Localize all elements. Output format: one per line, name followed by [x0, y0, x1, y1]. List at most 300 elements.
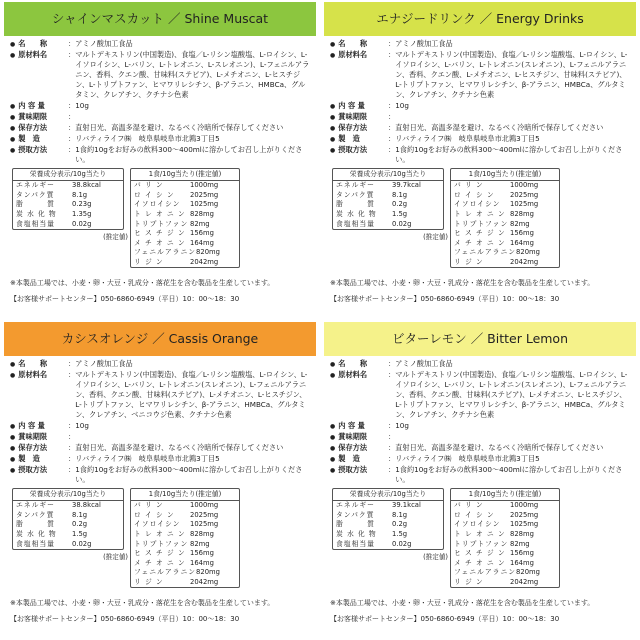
storage-label: ● 保存方法 — [10, 443, 68, 454]
row-value: 2025mg — [510, 190, 539, 199]
row-value: 828mg — [190, 529, 214, 538]
row-key: イソロイシン — [134, 520, 181, 529]
row-value: 2042mg — [510, 577, 539, 586]
nutrition-row — [13, 540, 123, 550]
ingredients-value: マルトデキストリン(中国製造)、食塩／L-リシン塩酸塩、L-ロイシン、L-イソロイシン、L-バリン、L-トレオニン(スレオニン)、L-フェニルアラニン、香料、クエン酸、L-メチオニン、L-ヒスチジン、甘味料(ステビア)、L-トリプトファン、ヒマワリレシチン、β-アラニン、HMBCa、グルタミン、クレアチン、クチナシ色素 — [395, 50, 628, 100]
storage-label: ● 保存方法 — [330, 443, 388, 454]
storage-row: ● 保存方法 ： 直射日光、高温多湿を避け、なるべく冷暗所で保存してください — [330, 443, 630, 454]
nutrition-table — [12, 168, 124, 230]
usage-row: ● 摂取方法 ： 1食約10gをお好みの飲料300～400mlに溶かしてお召し上がりください。 — [10, 465, 310, 485]
row-key: リ ジ ン — [134, 257, 164, 266]
row-key: 食塩相当量 — [16, 539, 55, 548]
nutrition-column — [12, 168, 130, 268]
nutrition-table — [332, 488, 444, 550]
nutrition-row — [13, 530, 123, 540]
row-value: 1.35g — [72, 209, 92, 218]
nutrition-table-header: 栄養成分表示/10g当たり — [333, 169, 443, 181]
row-key: ト レ オ ニ ン — [134, 529, 186, 538]
expiry-row: ● 賞味期限 ： — [330, 112, 630, 123]
usage-row: ● 摂取方法 ： 1食約10gをお好みの飲料300～400mlに溶かしてお召し上がりください。 — [330, 465, 630, 485]
name-row: ● 名 称 ： アミノ酸加工食品 — [10, 39, 310, 50]
row-key: フェニルアラニン — [134, 248, 197, 257]
row-key: ヒ ス チ ジ ン — [134, 229, 186, 238]
ingredients-row: ● 原材料名 ： マルトデキストリン(中国製造)、食塩／L-リシン塩酸塩、L-ロイシン、L-イソロイシン、L-バリン、L-トレオニン(スレオニン)、L-フェニルアラニン、香料、クエン酸、甘味料(ステビア)、L-メチオニン、L-ヒスチジン、L-トリプトファン、ヒマワリレシチン、β-アラニン、HMBCa、グルタミン、クレアチン、ベニコウジ色素、クチナシ色素 — [10, 370, 310, 420]
support-center: 【お客様サポートセンター】050-6860-6949（平日）10：00～18：30 — [10, 295, 240, 304]
row-value: 1000mg — [190, 501, 219, 510]
amino-acid-row — [131, 239, 239, 249]
row-key: イソロイシン — [454, 200, 501, 209]
row-value: 2042mg — [510, 257, 539, 266]
row-key: ロ イ シ ン — [134, 190, 175, 199]
usage-value: 1食約10gをお好みの飲料300～400mlに溶かしてお召し上がりください。 — [75, 144, 303, 165]
name-label: ● 名 称 — [330, 359, 388, 370]
row-key: ロ イ シ ン — [454, 510, 495, 519]
nutrition-row — [333, 530, 443, 540]
allergen-footnote: ※本製品工場では、小麦・卵・大豆・乳成分・落花生を含む製品を生産しています。 — [10, 279, 275, 288]
amino-acid-rows — [131, 501, 239, 587]
amino-acid-rows — [131, 181, 239, 267]
row-value: 82mg — [190, 539, 210, 548]
row-value: 164mg — [510, 558, 534, 567]
nutrition-row — [333, 200, 443, 210]
amino-acid-row — [131, 258, 239, 268]
row-key: イソロイシン — [134, 200, 181, 209]
usage-label: ● 摂取方法 — [10, 145, 68, 165]
support-center: 【お客様サポートセンター】050-6860-6949（平日）10：00～18：30 — [330, 615, 560, 624]
row-value: 1000mg — [510, 181, 539, 190]
row-key: トリプトファン — [134, 219, 189, 228]
row-value: 156mg — [190, 549, 214, 558]
row-value: 1000mg — [190, 181, 219, 190]
amino-acid-table — [450, 168, 560, 268]
row-key: タンパク質 — [336, 190, 375, 199]
row-value: 38.8kcal — [72, 501, 101, 510]
product-label-panel — [324, 322, 636, 634]
ingredients-value: マルトデキストリン(中国製造)、食塩／L-リシン塩酸塩、L-ロイシン、L-イソロイシン、L-バリン、L-トレオニン(スレオニン)、L-フェニルアラニン、香料、クエン酸、甘味料(ステビア)、L-メチオニン、L-ヒスチジン、L-トリプトファン、ヒマワリレシチン、β-アラニン、HMBCa、グルタミン、クレアチン、ベニコウジ色素、クチナシ色素 — [75, 370, 308, 420]
label-body — [324, 36, 636, 305]
row-value: 2042mg — [190, 577, 219, 586]
ingredients-row: ● 原材料名 ： マルトデキストリン(中国製造)、食塩／L-リシン塩酸塩、L-ロイシン、L-イソロイシン、L-バリン、L-トレオニン(スレオニン)、L-フェニルアラニン、香料、クエン酸、甘味料(ステビア)、L-メチオニン、L-ヒスチジン、L-トリプトファン、ヒマワリレシチン、β-アラニン、HMBCa、グルタミン、クレアチン、クチナシ色素 — [330, 370, 630, 420]
content-row: ● 内 容 量 ： 10g — [10, 101, 310, 112]
expiry-value — [395, 112, 630, 123]
usage-value: 1食約10gをお好みの飲料300～400mlに溶かしてお召し上がりください。 — [395, 144, 623, 165]
content-value: 10g — [395, 420, 409, 430]
amino-acid-row — [451, 220, 559, 230]
nutrition-table-header: 栄養成分表示/10g当たり — [13, 169, 123, 181]
expiry-label: ● 賞味期限 — [330, 432, 388, 443]
amino-acid-row — [131, 210, 239, 220]
amino-acid-row — [131, 229, 239, 239]
amino-acid-table-header: 1食/10g当たり(推定値) — [131, 169, 239, 181]
row-value: 2025mg — [510, 510, 539, 519]
nutrition-table-header: 栄養成分表示/10g当たり — [13, 489, 123, 501]
amino-acid-row — [451, 191, 559, 201]
nutrition-tables — [12, 168, 310, 268]
amino-acid-row — [451, 501, 559, 511]
nutrition-row — [333, 191, 443, 201]
row-key: 炭 水 化 物 — [336, 529, 377, 538]
row-key: 食塩相当量 — [336, 219, 375, 228]
amino-acid-row — [131, 520, 239, 530]
row-key: リ ジ ン — [454, 257, 484, 266]
row-value: 82mg — [190, 219, 210, 228]
usage-label: ● 摂取方法 — [330, 145, 388, 165]
ingredients-label: ● 原材料名 — [330, 370, 388, 420]
nutrition-row — [333, 181, 443, 191]
storage-value: 直射日光、高温多湿を避け、なるべく冷暗所で保存してください — [75, 442, 284, 452]
row-value: 820mg — [516, 248, 540, 257]
amino-acid-row — [451, 549, 559, 559]
amino-acid-row — [131, 540, 239, 550]
product-title: シャインマスカット ／ Shine Muscat — [4, 2, 316, 36]
expiry-value — [75, 432, 310, 443]
support-center: 【お客様サポートセンター】050-6860-6949（平日）10：00～18：30 — [10, 615, 240, 624]
estimated-note: (推定値) — [103, 233, 128, 242]
estimated-note: (推定値) — [423, 553, 448, 562]
row-value: 2042mg — [190, 257, 219, 266]
nutrition-column — [332, 488, 450, 588]
row-key: タンパク質 — [16, 510, 55, 519]
nutrition-row — [13, 200, 123, 210]
content-label: ● 内 容 量 — [330, 101, 388, 112]
amino-acid-row — [451, 248, 559, 258]
row-value: 39.7kcal — [392, 181, 421, 190]
label-body — [324, 356, 636, 625]
amino-acid-table-header: 1食/10g当たり(推定値) — [451, 169, 559, 181]
row-value: 0.2g — [392, 520, 408, 529]
row-key: 脂 質 — [336, 520, 375, 529]
content-row: ● 内 容 量 ： 10g — [10, 421, 310, 432]
nutrition-rows — [13, 501, 123, 549]
row-key: トリプトファン — [454, 219, 509, 228]
expiry-row: ● 賞味期限 ： — [330, 432, 630, 443]
row-value: 8.1g — [72, 510, 88, 519]
amino-acid-row — [451, 578, 559, 588]
amino-acid-table-header: 1食/10g当たり(推定値) — [451, 489, 559, 501]
row-key: メ チ オ ニ ン — [134, 238, 186, 247]
manufacturer-row: ● 製 造 ： リバティライフ㈱ 岐阜県岐阜市北鶉3丁目5 — [330, 454, 630, 465]
name-value: アミノ酸加工食品 — [395, 359, 453, 368]
row-value: 820mg — [196, 248, 220, 257]
row-key: ヒ ス チ ジ ン — [454, 549, 506, 558]
row-key: 食塩相当量 — [16, 219, 55, 228]
amino-acid-row — [451, 511, 559, 521]
nutrition-row — [13, 520, 123, 530]
nutrition-column — [12, 488, 130, 588]
content-value: 10g — [75, 420, 89, 430]
content-label: ● 内 容 量 — [10, 421, 68, 432]
amino-acid-row — [131, 578, 239, 588]
manufacturer-label: ● 製 造 — [330, 134, 388, 145]
support-center: 【お客様サポートセンター】050-6860-6949（平日）10：00～18：30 — [330, 295, 560, 304]
row-key: 炭 水 化 物 — [16, 209, 57, 218]
expiry-label: ● 賞味期限 — [10, 432, 68, 443]
row-value: 820mg — [516, 568, 540, 577]
row-value: 2025mg — [190, 190, 219, 199]
amino-acid-row — [131, 220, 239, 230]
usage-value: 1食約10gをお好みの飲料300～400mlに溶かしてお召し上がりください。 — [75, 464, 303, 485]
row-value: 1.5g — [72, 529, 88, 538]
estimated-note: (推定値) — [423, 233, 448, 242]
ingredients-label: ● 原材料名 — [330, 50, 388, 100]
amino-acid-row — [131, 181, 239, 191]
name-value: アミノ酸加工食品 — [75, 359, 133, 368]
nutrition-table — [12, 488, 124, 550]
amino-acid-row — [451, 559, 559, 569]
row-key: エネルギー — [16, 501, 55, 510]
amino-acid-row — [131, 559, 239, 569]
row-value: 1025mg — [190, 520, 219, 529]
name-value: アミノ酸加工食品 — [395, 39, 453, 48]
row-value: 0.02g — [392, 219, 412, 228]
row-key: 脂 質 — [16, 520, 55, 529]
row-value: 38.8kcal — [72, 181, 101, 190]
row-value: 820mg — [196, 568, 220, 577]
name-value: アミノ酸加工食品 — [75, 39, 133, 48]
amino-acid-row — [451, 200, 559, 210]
storage-value: 直射日光、高温多湿を避け、なるべく冷暗所で保存してください — [395, 442, 604, 452]
row-key: 炭 水 化 物 — [336, 209, 377, 218]
name-row: ● 名 称 ： アミノ酸加工食品 — [330, 39, 630, 50]
amino-acid-table — [450, 488, 560, 588]
row-key: フェニルアラニン — [134, 568, 197, 577]
nutrition-table — [332, 168, 444, 230]
amino-acid-row — [451, 229, 559, 239]
nutrition-row — [333, 501, 443, 511]
name-label: ● 名 称 — [10, 39, 68, 50]
product-label-panel — [324, 2, 636, 314]
manufacturer-label: ● 製 造 — [330, 454, 388, 465]
nutrition-rows — [333, 501, 443, 549]
row-value: 0.02g — [392, 539, 412, 548]
product-title: ビターレモン ／ Bitter Lemon — [324, 322, 636, 356]
name-label: ● 名 称 — [330, 39, 388, 50]
content-row: ● 内 容 量 ： 10g — [330, 421, 630, 432]
nutrition-row — [333, 520, 443, 530]
manufacturer-label: ● 製 造 — [10, 134, 68, 145]
row-value: 0.23g — [72, 200, 92, 209]
amino-acid-row — [451, 540, 559, 550]
row-value: 156mg — [510, 549, 534, 558]
content-value: 10g — [395, 100, 409, 110]
nutrition-row — [333, 511, 443, 521]
manufacturer-value: リバティライフ㈱ 岐阜県岐阜市北鶉3丁目5 — [75, 453, 220, 463]
row-key: バ リ ン — [134, 501, 164, 510]
row-value: 39.1kcal — [392, 501, 421, 510]
amino-acid-table — [130, 168, 240, 268]
row-key: ロ イ シ ン — [454, 190, 495, 199]
row-key: ヒ ス チ ジ ン — [134, 549, 186, 558]
row-key: メ チ オ ニ ン — [454, 558, 506, 567]
row-value: 1025mg — [190, 200, 219, 209]
ingredients-row: ● 原材料名 ： マルトデキストリン(中国製造)、食塩／L-リシン塩酸塩、L-ロイシン、L-イソロイシン、L-バリン、L-トレオニン(スレオニン)、L-フェニルアラニン、香料、クエン酸、L-メチオニン、L-ヒスチジン、甘味料(ステビア)、L-トリプトファン、ヒマワリレシチン、β-アラニン、HMBCa、グルタミン、クレアチン、クチナシ色素 — [330, 50, 630, 100]
storage-row: ● 保存方法 ： 直射日光、高温多湿を避け、なるべく冷暗所で保存してください — [10, 123, 310, 134]
label-body — [4, 356, 316, 625]
row-key: バ リ ン — [454, 181, 484, 190]
ingredients-value: マルトデキストリン(中国製造)、食塩／L-リシン塩酸塩、L-ロイシン、L-イソロイシン、L-バリン、L-トレオニン(スレオニン)、L-フェニルアラニン、香料、クエン酸、甘味料(ステビア)、L-メチオニン、L-ヒスチジン、L-トリプトファン、ヒマワリレシチン、β-アラニン、HMBCa、グルタミン、クレアチン、クチナシ色素 — [395, 370, 628, 420]
row-key: ロ イ シ ン — [134, 510, 175, 519]
row-key: ト レ オ ニ ン — [454, 529, 506, 538]
row-value: 8.1g — [72, 190, 88, 199]
ingredients-label: ● 原材料名 — [10, 370, 68, 420]
row-key: フェニルアラニン — [454, 248, 517, 257]
nutrition-column — [332, 168, 450, 268]
storage-row: ● 保存方法 ： 直射日光、高温多湿を避け、なるべく冷暗所で保存してください — [10, 443, 310, 454]
storage-row: ● 保存方法 ： 直射日光、高温多湿を避け、なるべく冷暗所で保存してください — [330, 123, 630, 134]
amino-acid-row — [451, 258, 559, 268]
row-key: バ リ ン — [454, 501, 484, 510]
row-key: ヒ ス チ ジ ン — [454, 229, 506, 238]
content-label: ● 内 容 量 — [330, 421, 388, 432]
row-value: 1025mg — [510, 520, 539, 529]
nutrition-rows — [333, 181, 443, 229]
row-value: 828mg — [510, 529, 534, 538]
product-title: カシスオレンジ ／ Cassis Orange — [4, 322, 316, 356]
nutrition-row — [13, 511, 123, 521]
row-key: イソロイシン — [454, 520, 501, 529]
row-key: トリプトファン — [454, 539, 509, 548]
row-value: 82mg — [510, 539, 530, 548]
amino-acid-row — [451, 568, 559, 578]
nutrition-rows — [13, 181, 123, 229]
amino-acid-row — [451, 181, 559, 191]
row-key: 脂 質 — [336, 200, 375, 209]
nutrition-row — [13, 191, 123, 201]
manufacturer-row: ● 製 造 ： リバティライフ㈱ 岐阜県岐阜市北鶉3丁目5 — [10, 134, 310, 145]
manufacturer-row: ● 製 造 ： リバティライフ㈱ 岐阜県岐阜市北鶉3丁目5 — [10, 454, 310, 465]
amino-acid-rows — [451, 181, 559, 267]
row-value: 8.1g — [392, 510, 408, 519]
row-key: エネルギー — [336, 181, 375, 190]
expiry-row: ● 賞味期限 ： — [10, 432, 310, 443]
row-value: 0.02g — [72, 219, 92, 228]
expiry-label: ● 賞味期限 — [330, 112, 388, 123]
label-body — [4, 36, 316, 305]
nutrition-row — [333, 220, 443, 230]
row-value: 1025mg — [510, 200, 539, 209]
amino-acid-row — [451, 520, 559, 530]
row-value: 8.1g — [392, 190, 408, 199]
storage-value: 直射日光、高温多湿を避け、なるべく冷暗所で保存してください — [75, 122, 284, 132]
amino-acid-row — [131, 568, 239, 578]
row-value: 1.5g — [392, 209, 408, 218]
row-key: 食塩相当量 — [336, 539, 375, 548]
content-value: 10g — [75, 100, 89, 110]
estimated-note: (推定値) — [103, 553, 128, 562]
amino-acid-row — [131, 501, 239, 511]
product-title: エナジードリンク ／ Energy Drinks — [324, 2, 636, 36]
product-label-panel — [4, 322, 316, 634]
amino-acid-row — [451, 210, 559, 220]
nutrition-row — [13, 181, 123, 191]
expiry-row: ● 賞味期限 ： — [10, 112, 310, 123]
storage-label: ● 保存方法 — [330, 123, 388, 134]
row-key: メ チ オ ニ ン — [134, 558, 186, 567]
amino-acid-row — [131, 549, 239, 559]
row-value: 82mg — [510, 219, 530, 228]
amino-acid-table — [130, 488, 240, 588]
row-key: メ チ オ ニ ン — [454, 238, 506, 247]
nutrition-row — [13, 501, 123, 511]
amino-acid-table-header: 1食/10g当たり(推定値) — [131, 489, 239, 501]
nutrition-row — [13, 210, 123, 220]
content-row: ● 内 容 量 ： 10g — [330, 101, 630, 112]
content-label: ● 内 容 量 — [10, 101, 68, 112]
row-key: エネルギー — [16, 181, 55, 190]
row-key: トリプトファン — [134, 539, 189, 548]
amino-acid-row — [131, 530, 239, 540]
amino-acid-row — [451, 239, 559, 249]
nutrition-row — [13, 220, 123, 230]
manufacturer-value: リバティライフ㈱ 岐阜県岐阜市北鶉3丁目5 — [395, 453, 540, 463]
row-key: 脂 質 — [16, 200, 55, 209]
amino-acid-row — [131, 200, 239, 210]
row-value: 156mg — [190, 229, 214, 238]
expiry-value — [75, 112, 310, 123]
storage-value: 直射日光、高温多湿を避け、なるべく冷暗所で保存してください — [395, 122, 604, 132]
amino-acid-row — [131, 248, 239, 258]
row-key: エネルギー — [336, 501, 375, 510]
row-value: 828mg — [190, 209, 214, 218]
allergen-footnote: ※本製品工場では、小麦・卵・大豆・乳成分・落花生を含む製品を生産しています。 — [10, 599, 275, 608]
nutrition-tables — [332, 168, 630, 268]
row-value: 164mg — [190, 238, 214, 247]
usage-label: ● 摂取方法 — [10, 465, 68, 485]
row-value: 0.02g — [72, 539, 92, 548]
manufacturer-value: リバティライフ㈱ 岐阜県岐阜市北鶉3丁目5 — [75, 133, 220, 143]
nutrition-tables — [332, 488, 630, 588]
row-value: 2025mg — [190, 510, 219, 519]
ingredients-label: ● 原材料名 — [10, 50, 68, 100]
row-value: 1.5g — [392, 529, 408, 538]
product-label-panel — [4, 2, 316, 314]
allergen-footnote: ※本製品工場では、小麦・卵・大豆・乳成分・落花生を含む製品を生産しています。 — [330, 279, 595, 288]
row-value: 156mg — [510, 229, 534, 238]
row-value: 828mg — [510, 209, 534, 218]
ingredients-row: ● 原材料名 ： マルトデキストリン(中国製造)、食塩／L-リシン塩酸塩、L-ロイシン、L-イソロイシン、L-バリン、L-トレオニン、L-スレオニン)、L-フェニルアラニン、香料、クエン酸、甘味料(ステビア)、L-メチオニン、L-ヒスチジン、L-トリプトファン、ヒマワリレシチン、β-アラニン、HMBCa、グルタミン、クレアチン、クチナシ色素 — [10, 50, 310, 100]
row-key: ト レ オ ニ ン — [454, 209, 506, 218]
row-key: ト レ オ ニ ン — [134, 209, 186, 218]
amino-acid-row — [451, 530, 559, 540]
row-key: リ ジ ン — [134, 577, 164, 586]
row-value: 164mg — [190, 558, 214, 567]
nutrition-tables — [12, 488, 310, 588]
manufacturer-label: ● 製 造 — [10, 454, 68, 465]
name-label: ● 名 称 — [10, 359, 68, 370]
row-value: 1000mg — [510, 501, 539, 510]
row-key: バ リ ン — [134, 181, 164, 190]
amino-acid-rows — [451, 501, 559, 587]
nutrition-row — [333, 540, 443, 550]
storage-label: ● 保存方法 — [10, 123, 68, 134]
expiry-label: ● 賞味期限 — [10, 112, 68, 123]
manufacturer-row: ● 製 造 ： リバティライフ㈱ 岐阜県岐阜市北鶉3丁目5 — [330, 134, 630, 145]
allergen-footnote: ※本製品工場では、小麦・卵・大豆・乳成分・落花生を含む製品を生産しています。 — [330, 599, 595, 608]
row-key: タンパク質 — [336, 510, 375, 519]
row-value: 0.2g — [392, 200, 408, 209]
expiry-value — [395, 432, 630, 443]
nutrition-row — [333, 210, 443, 220]
usage-label: ● 摂取方法 — [330, 465, 388, 485]
row-key: フェニルアラニン — [454, 568, 517, 577]
row-key: タンパク質 — [16, 190, 55, 199]
row-value: 0.2g — [72, 520, 88, 529]
manufacturer-value: リバティライフ㈱ 岐阜県岐阜市北鶉3丁目5 — [395, 133, 540, 143]
row-value: 164mg — [510, 238, 534, 247]
name-row: ● 名 称 ： アミノ酸加工食品 — [10, 359, 310, 370]
row-key: リ ジ ン — [454, 577, 484, 586]
usage-row: ● 摂取方法 ： 1食約10gをお好みの飲料300～400mlに溶かしてお召し上がりください。 — [10, 145, 310, 165]
